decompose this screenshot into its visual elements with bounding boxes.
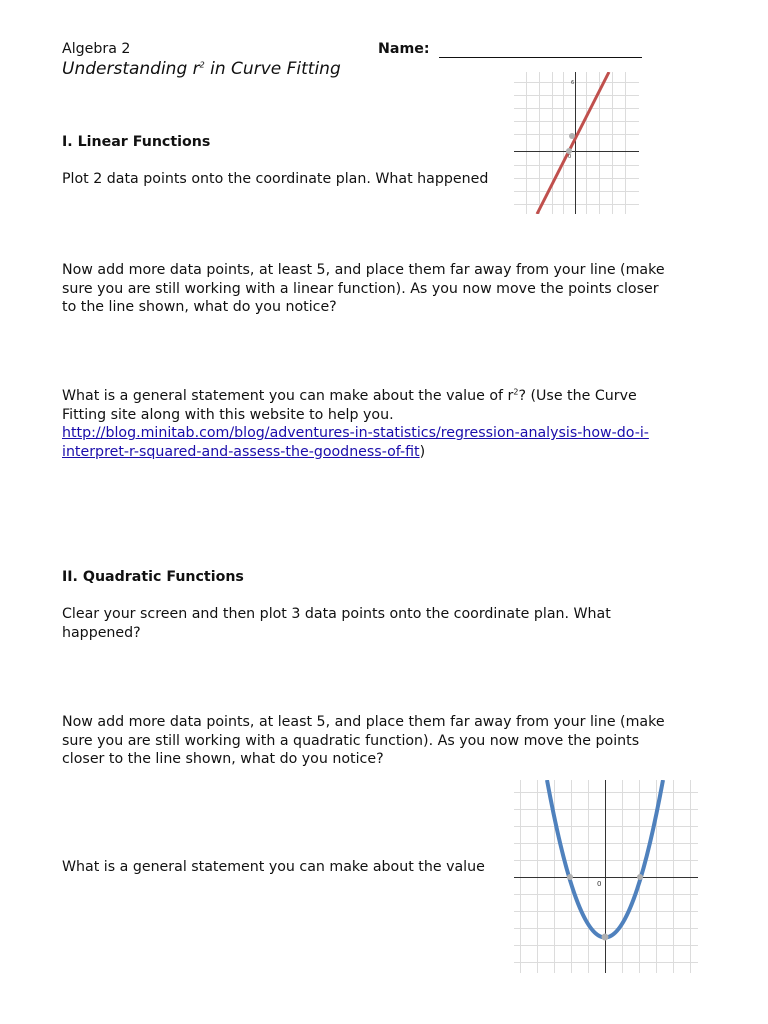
name-label: Name: — [378, 41, 430, 57]
text-line: sure you are still working with a linear function). As you now move the points closer — [62, 280, 659, 297]
name-field-line[interactable] — [439, 57, 642, 58]
course-title: Algebra 2 — [62, 41, 131, 57]
text-line: Now add more data points, at least 5, and place them far away from your line (make — [62, 262, 665, 278]
section-heading-quadratic: II. Quadratic Functions — [62, 569, 244, 585]
text-line: Clear your screen and then plot 3 data points onto the coordinate plan. What — [62, 606, 611, 622]
title-prefix: Understanding r — [62, 59, 200, 79]
linear-graph — [514, 72, 639, 214]
quadratic-data-point[interactable] — [567, 874, 573, 880]
text-line: Fitting site along with this website to help you. — [62, 406, 394, 423]
section-heading-linear: I. Linear Functions — [62, 134, 211, 150]
linear-fit-line — [537, 72, 609, 214]
quadratic-origin-label: 0 — [597, 880, 602, 888]
text-line — [62, 387, 649, 406]
text-line: happened? — [62, 624, 141, 641]
text-span: ? (Use the Curve — [518, 388, 637, 404]
linear-data-point[interactable] — [569, 133, 575, 139]
text-line: closer to the line shown, what do you notice? — [62, 751, 384, 767]
quadratic-graph — [514, 780, 698, 973]
quadratic-graph-svg — [514, 780, 698, 973]
reference-link-line-1 — [62, 424, 649, 443]
linear-grid — [514, 72, 639, 214]
title-superscript: 2 — [199, 60, 205, 70]
linear-tick-label: 6 — [571, 80, 575, 86]
closing-paren: ) — [419, 443, 426, 460]
linear-origin-label: 0 — [568, 154, 572, 160]
title-suffix: in Curve Fitting — [204, 59, 341, 79]
text-span: What is a general statement you can make about the value of r — [62, 388, 514, 404]
reference-link-line-2 — [62, 443, 649, 462]
linear-graph-svg — [514, 72, 639, 214]
quadratic-data-point[interactable] — [637, 874, 643, 880]
linear-question-2 — [62, 261, 665, 317]
linear-question-1: Plot 2 data points onto the coordinate plan. What happened — [62, 171, 489, 187]
worksheet-title — [62, 59, 341, 79]
quadratic-question-2 — [62, 713, 665, 769]
reference-link[interactable]: http://blog.minitab.com/blog/adventures-in-statistics/regression-analysis-how-do-i- — [62, 425, 649, 441]
superscript: 2 — [513, 387, 519, 397]
reference-link[interactable]: interpret-r-squared-and-assess-the-goodness-of-fit — [62, 443, 420, 460]
text-line: Now add more data points, at least 5, and place them far away from your line (make — [62, 714, 665, 730]
quadratic-question-3: What is a general statement you can make about the value — [62, 859, 485, 875]
text-line: to the line shown, what do you notice? — [62, 299, 337, 315]
text-line: sure you are still working with a quadratic function). As you now move the points — [62, 732, 640, 749]
linear-data-point[interactable] — [566, 148, 572, 154]
quadratic-question-1 — [62, 605, 611, 642]
quadratic-data-point[interactable] — [602, 934, 609, 941]
linear-question-3 — [62, 387, 649, 461]
